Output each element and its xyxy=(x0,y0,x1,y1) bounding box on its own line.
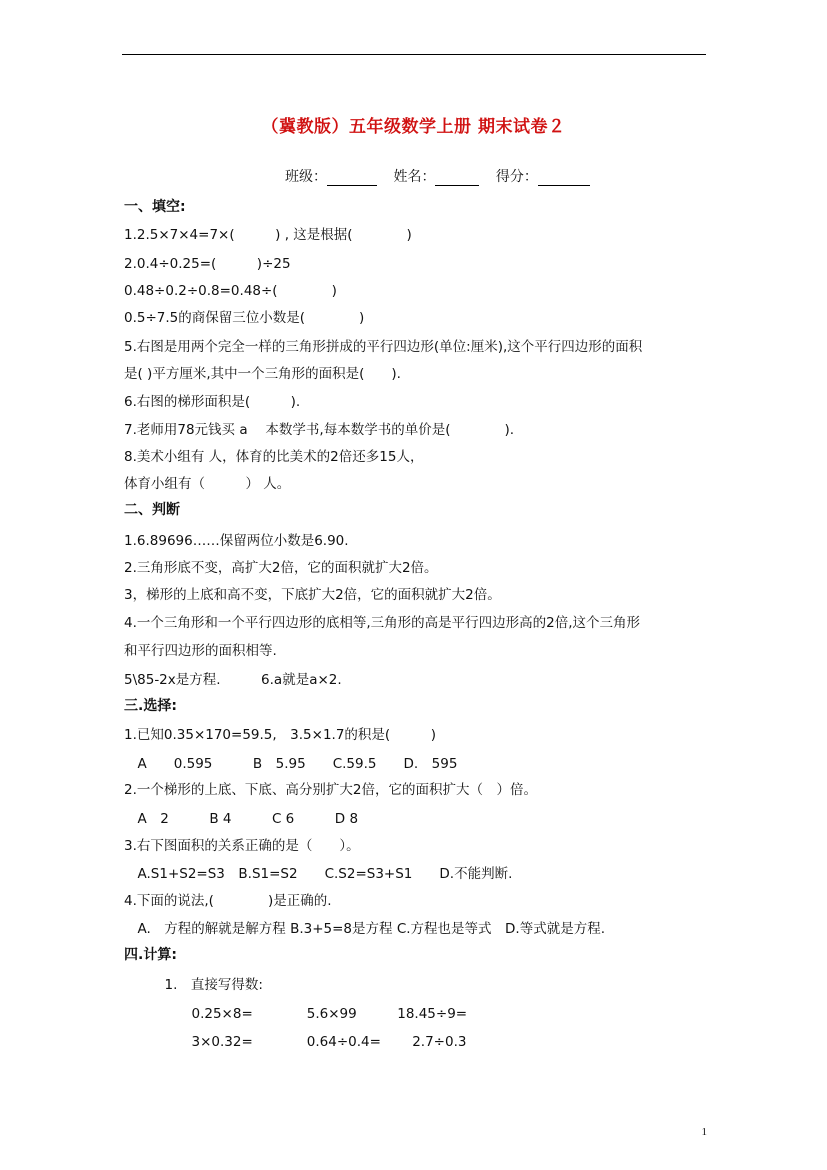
question-line: 4.下面的说法,( )是正确的. xyxy=(124,893,332,909)
class-label: 班级： xyxy=(285,169,327,185)
question-line: 1.2.5×7×4=7×( ) , 这是根据( ) xyxy=(124,227,412,243)
question-line: 3，梯形的上底和高不变，下底扩大2倍，它的面积就扩大2倍。 xyxy=(124,587,501,603)
options-line: A 2 B 4 C 6 D 8 xyxy=(124,811,359,827)
question-line: 是( )平方厘米,其中一个三角形的面积是( ). xyxy=(124,366,401,382)
question-line: 0.48÷0.2÷0.8=0.48÷( ) xyxy=(124,283,337,299)
question-line: 2.0.4÷0.25=( )÷25 xyxy=(124,256,291,272)
question-line: 2.一个梯形的上底、下底、高分别扩大2倍，它的面积扩大（ ）倍。 xyxy=(124,782,537,798)
section-judgement: 二、判断 xyxy=(124,502,180,518)
question-line: 2.三角形底不变，高扩大2倍，它的面积就扩大2倍。 xyxy=(124,560,438,576)
class-blank[interactable] xyxy=(327,171,377,186)
question-line: 8.美术小组有 人，体育的比美术的2倍还多15人， xyxy=(124,449,424,465)
question-line: 1.已知0.35×170=59.5, 3.5×1.7的积是( ) xyxy=(124,727,436,743)
question-line: 5.右图是用两个完全一样的三角形拼成的平行四边形(单位:厘米),这个平行四边形的面积 xyxy=(124,339,643,355)
question-line: 3.右下图面积的关系正确的是（ ）。 xyxy=(124,838,360,854)
options-line: A.S1+S2=S3 B.S1=S2 C.S2=S3+S1 D.不能判断. xyxy=(124,866,513,882)
question-line: 1.6.89696……保留两位小数是6.90. xyxy=(124,533,349,549)
page-number: 1 xyxy=(701,1126,707,1138)
question-line: 7.老师用78元钱买 a 本数学书,每本数学书的单价是( ). xyxy=(124,422,515,438)
name-blank[interactable] xyxy=(435,171,479,186)
section-choice: 三.选择: xyxy=(124,698,177,714)
subquestion-line: 1. 直接写得数: xyxy=(124,977,263,993)
options-line: A 0.595 B 5.95 C.59.5 D. 595 xyxy=(124,756,458,772)
calc-row: 3×0.32= 0.64÷0.4= 2.7÷0.3 xyxy=(124,1034,467,1050)
header-rule xyxy=(122,54,706,55)
question-line: 和平行四边形的面积相等. xyxy=(124,643,277,659)
page-title: （冀教版）五年级数学上册 期末试卷２ xyxy=(261,117,566,137)
name-label: 姓名： xyxy=(393,169,436,185)
question-line: 6.右图的梯形面积是( ). xyxy=(124,394,301,410)
section-fill-in: 一、填空: xyxy=(124,199,186,215)
calc-row: 0.25×8= 5.6×99 18.45÷9= xyxy=(124,1006,468,1022)
question-line: 5\85-2x是方程. 6.a就是a×2. xyxy=(124,672,342,688)
question-line: 0.5÷7.5的商保留三位小数是( ) xyxy=(124,310,365,326)
question-line: 体育小组有（ ） 人。 xyxy=(124,476,291,492)
score-label: 得分： xyxy=(495,169,538,185)
question-line: 4.一个三角形和一个平行四边形的底相等,三角形的高是平行四边形高的2倍,这个三角形 xyxy=(124,615,641,631)
score-blank[interactable] xyxy=(538,171,590,186)
section-calculation: 四.计算: xyxy=(124,947,177,963)
options-line: A. 方程的解就是解方程 B.3+5=8是方程 C.方程也是等式 D.等式就是方程. xyxy=(124,921,606,937)
student-info xyxy=(285,166,602,186)
